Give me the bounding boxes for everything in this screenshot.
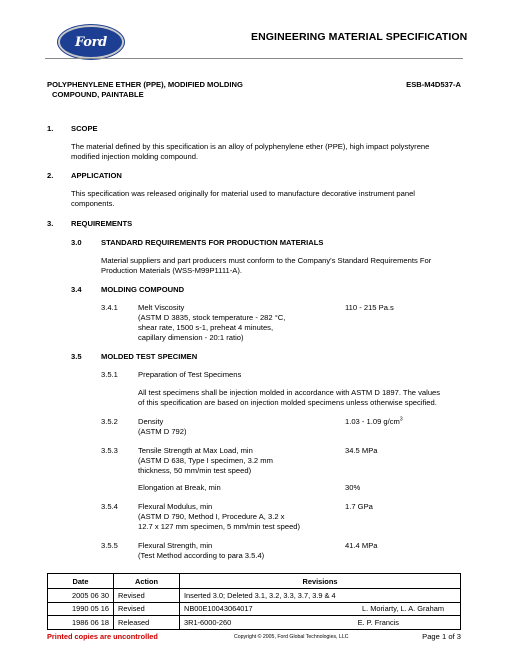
item-3-5-4-line3: 12.7 x 127 mm specimen, 5 mm/min test speed) (138, 522, 301, 531)
item-3-5-4-value: 1.7 GPa (345, 502, 373, 511)
revision-text-cell (180, 602, 461, 616)
section-3-5-heading: MOLDED TEST SPECIMEN (101, 352, 198, 361)
item-3-5-5-line1: Flexural Strength, min (138, 541, 213, 550)
item-3-5-1-line1: All test specimens shall be injection molded in accordance with ASTM D 1897. The values (138, 388, 441, 397)
item-3-4-1-line4: capillary dimension - 20:1 ratio) (138, 333, 244, 342)
revision-text: NB00E10043064017 (184, 604, 253, 614)
section-3-0-line1: Material suppliers and part producers must conform to the Company's Standard Requirements For (101, 256, 432, 265)
item-3-5-4-num: 3.5.4 (101, 502, 118, 511)
section-3-0-line2: Production Materials (WSS-M99P1111-A). (101, 266, 242, 275)
doc-title (47, 80, 243, 99)
copyright: Copyright © 2005, Ford Global Technologies, LLC (234, 634, 349, 640)
revision-action: Revised (114, 602, 180, 616)
item-3-5-2-num: 3.5.2 (101, 417, 118, 426)
item-3-5-5-num: 3.5.5 (101, 541, 118, 550)
revision-text: 3R1-6000-260 (184, 617, 232, 627)
application-text-line1: This specification was released originally for material used to manufacture decorative instrument panel (71, 189, 415, 198)
item-3-4-1-value: 110 - 215 Pa.s (345, 303, 394, 312)
revision-header-date: Date (48, 574, 114, 589)
revision-date: 2005 06 30 (48, 589, 114, 603)
doc-number: ESB-M4D537-A (406, 80, 461, 89)
scope-text-line2: modified injection molding compound. (71, 152, 199, 161)
item-3-4-1-line1: Melt Viscosity (138, 303, 185, 312)
revision-by: L. Moriarty, L. A. Graham (361, 604, 444, 614)
revision-table-header (48, 574, 461, 589)
header-divider (45, 58, 463, 59)
uncontrolled-notice: Printed copies are uncontrolled (47, 632, 158, 641)
item-3-5-2-line1: Density (138, 417, 164, 426)
item-3-5-3-line1: Tensile Strength at Max Load, min (138, 446, 253, 455)
item-3-5-5-line2: (Test Method according to para 3.5.4) (138, 551, 265, 560)
item-3-5-4-line2: (ASTM D 790, Method I, Procedure A, 3.2 x (138, 512, 285, 521)
table-row (48, 616, 461, 630)
revision-by: E. P. Francis (357, 617, 399, 627)
item-3-5-1-num: 3.5.1 (101, 370, 118, 379)
revision-date: 1990 05 16 (48, 602, 114, 616)
item-3-5-3-sub-value: 30% (345, 483, 361, 492)
item-3-5-4-line1: Flexural Modulus, min (138, 502, 213, 511)
section-requirements-num: 3. (47, 219, 54, 228)
header-title: ENGINEERING MATERIAL SPECIFICATION (251, 31, 468, 43)
item-3-5-3-line2: (ASTM D 638, Type I specimen, 3.2 mm (138, 456, 273, 465)
revision-table (47, 573, 461, 630)
application-text-line2: components. (71, 199, 115, 208)
page-number: Page 1 of 3 (422, 632, 461, 641)
revision-header-revisions: Revisions (180, 574, 461, 589)
section-scope-heading: SCOPE (71, 124, 98, 133)
section-3-0-num: 3.0 (71, 238, 82, 247)
section-3-5-num: 3.5 (71, 352, 82, 361)
item-3-5-1-title: Preparation of Test Specimens (138, 370, 242, 379)
ford-logo (58, 25, 124, 59)
scope-text-line1: The material defined by this specification is an alloy of polyphenylene ether (PPE), high impact polystyrene (71, 142, 430, 151)
item-3-5-2-value (345, 417, 403, 427)
item-3-4-1-num: 3.4.1 (101, 303, 118, 312)
revision-date: 1986 06 18 (48, 616, 114, 630)
doc-title-line2: COMPOUND, PAINTABLE (52, 89, 144, 99)
item-3-5-2-line2: (ASTM D 792) (138, 427, 187, 436)
item-3-5-3-value: 34.5 MPa (345, 446, 378, 455)
doc-title-line1: POLYPHENYLENE ETHER (PPE), MODIFIED MOLDING (47, 80, 243, 89)
revision-text-cell (180, 589, 461, 603)
item-3-5-3-sub-label: Elongation at Break, min (138, 483, 221, 492)
section-requirements-heading: REQUIREMENTS (71, 219, 133, 228)
item-3-5-5-value: 41.4 MPa (345, 541, 378, 550)
revision-action: Revised (114, 589, 180, 603)
item-3-4-1-line2: (ASTM D 3835, stock temperature - 282 °C, (138, 313, 286, 322)
item-3-5-3-num: 3.5.3 (101, 446, 118, 455)
section-scope-num: 1. (47, 124, 54, 133)
section-3-0-heading: STANDARD REQUIREMENTS FOR PRODUCTION MATERIALS (101, 238, 324, 247)
item-3-5-3-line3: thickness, 50 mm/min test speed) (138, 466, 252, 475)
section-3-4-num: 3.4 (71, 285, 82, 294)
table-row (48, 589, 461, 603)
revision-header-action: Action (114, 574, 180, 589)
item-3-5-2-value-sup: 3 (399, 416, 403, 423)
item-3-4-1-line3: shear rate, 1500 s-1, preheat 4 minutes, (138, 323, 274, 332)
item-3-5-2-value-text: 1.03 - 1.09 g/cm (345, 417, 400, 426)
section-application-heading: APPLICATION (71, 171, 122, 180)
section-application-num: 2. (47, 171, 54, 180)
table-row (48, 602, 461, 616)
section-3-4-heading: MOLDING COMPOUND (101, 285, 185, 294)
revision-text-cell (180, 616, 461, 630)
ford-logo-text: Ford (75, 34, 107, 50)
revision-action: Released (114, 616, 180, 630)
item-3-5-1-line2: of this specification are based on injection molded specimens unless otherwise specified. (138, 398, 437, 407)
revision-text: Inserted 3.0; Deleted 3.1, 3.2, 3.3, 3.7, 3.9 & 4 (184, 590, 336, 600)
